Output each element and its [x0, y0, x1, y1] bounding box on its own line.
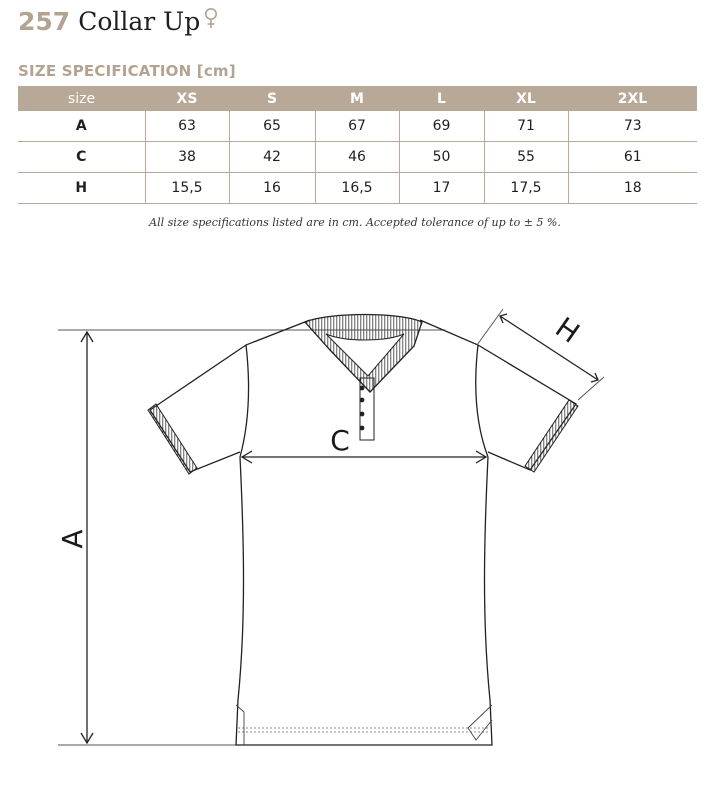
left-sleeve	[150, 345, 246, 472]
left-shoulder	[240, 320, 310, 457]
h-guide-line	[578, 377, 604, 400]
size-header-s: S	[229, 86, 315, 111]
size-spec-heading: SIZE SPECIFICATION [cm]	[18, 62, 236, 80]
table-cell: 16	[229, 173, 315, 204]
dimension-c-arrow	[242, 451, 486, 463]
product-name: Collar Up	[78, 7, 201, 36]
table-cell: 15,5	[145, 173, 229, 204]
size-column-header: size	[18, 86, 145, 111]
row-label: H	[18, 173, 145, 204]
table-cell: 69	[399, 111, 484, 142]
dimension-a-label: A	[56, 529, 89, 549]
button	[360, 426, 365, 431]
table-cell: 18	[568, 173, 697, 204]
table-cell: 16,5	[315, 173, 399, 204]
table-cell: 61	[568, 142, 697, 173]
row-label: A	[18, 111, 145, 142]
table-cell: 17,5	[484, 173, 568, 204]
size-header-xs: XS	[145, 86, 229, 111]
table-cell: 65	[229, 111, 315, 142]
right-side-vent	[468, 705, 492, 740]
button	[360, 386, 365, 391]
table-cell: 50	[399, 142, 484, 173]
row-label: C	[18, 142, 145, 173]
tolerance-note: All size specifications listed are in cm. Accepted tolerance of up to ± 5 %.	[149, 216, 561, 229]
left-sleeve-cuff	[148, 404, 197, 474]
size-header-m: M	[315, 86, 399, 111]
table-cell: 67	[315, 111, 399, 142]
shirt-body-outline	[236, 457, 492, 745]
table-cell: 17	[399, 173, 484, 204]
table-cell: 71	[484, 111, 568, 142]
right-sleeve	[478, 345, 576, 470]
right-shoulder	[420, 320, 488, 457]
button	[360, 412, 365, 417]
table-cell: 38	[145, 142, 229, 173]
button	[360, 398, 365, 403]
size-header-l: L	[399, 86, 484, 111]
table-cell: 42	[229, 142, 315, 173]
size-header-2xl: 2XL	[568, 86, 697, 111]
size-header-xl: XL	[484, 86, 568, 111]
table-cell: 46	[315, 142, 399, 173]
table-cell: 73	[568, 111, 697, 142]
h-guide-line	[477, 309, 503, 345]
product-code: 257	[18, 7, 71, 36]
right-sleeve-cuff	[525, 400, 578, 472]
table-cell: 55	[484, 142, 568, 173]
dimension-c-label: C	[330, 424, 350, 457]
dimension-h-label: H	[549, 310, 586, 350]
table-cell: 63	[145, 111, 229, 142]
